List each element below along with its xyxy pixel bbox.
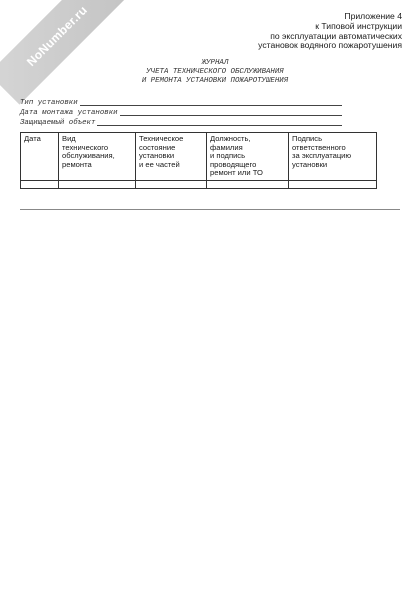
table-cell[interactable] — [136, 181, 207, 189]
watermark-text: NoNumber.ru — [24, 3, 90, 69]
column-header-text: Подпись ответственного за эксплуатацию установки — [292, 134, 352, 169]
protected-object-field[interactable] — [20, 118, 342, 127]
table-row — [21, 181, 377, 189]
column-header-maintenance-type — [59, 133, 136, 181]
field-underline — [120, 115, 342, 116]
column-header-text: Дата — [24, 134, 41, 143]
appendix-line: установок водяного пожаротушения — [258, 40, 402, 51]
field-label: Защищаемый объект — [20, 118, 96, 127]
column-header-text: Должность, фамилия и подпись проводящего ремонт или ТО — [210, 134, 263, 178]
maintenance-log-table — [20, 132, 377, 189]
column-header-responsible-signature — [289, 133, 377, 181]
appendix-note — [202, 12, 402, 51]
field-underline — [97, 125, 342, 126]
column-header-text: Вид технического обслуживания, ремонта — [62, 134, 115, 169]
table-cell[interactable] — [289, 181, 377, 189]
field-label: Дата монтажа установки — [20, 109, 118, 118]
column-header-performer — [207, 133, 289, 181]
column-header-text: Техническое состояние установки и ее частей — [139, 134, 184, 169]
table-header-row — [21, 133, 377, 181]
installation-type-field[interactable] — [20, 98, 342, 107]
title-line: И РЕМОНТА УСТАНОВКИ ПОЖАРОТУШЕНИЯ — [141, 76, 289, 85]
column-header-date — [21, 133, 59, 181]
page-divider — [20, 209, 400, 210]
table-cell[interactable] — [59, 181, 136, 189]
appendix-line: к Типовой инструкции — [315, 20, 402, 31]
field-underline — [80, 105, 342, 106]
table-cell[interactable] — [207, 181, 289, 189]
installation-date-field[interactable] — [20, 108, 342, 117]
installation-fields — [20, 98, 342, 127]
document-title — [30, 59, 400, 85]
appendix-line: по эксплуатации автоматических — [270, 30, 402, 41]
watermark — [0, 0, 126, 108]
title-line: ЖУРНАЛ — [201, 59, 229, 67]
field-label: Тип установки — [20, 99, 78, 108]
table-cell[interactable] — [21, 181, 59, 189]
title-line: УЧЕТА ТЕХНИЧЕСКОГО ОБСЛУЖИВАНИЯ — [146, 67, 284, 76]
appendix-line: Приложение 4 — [344, 11, 402, 21]
column-header-technical-state — [136, 133, 207, 181]
